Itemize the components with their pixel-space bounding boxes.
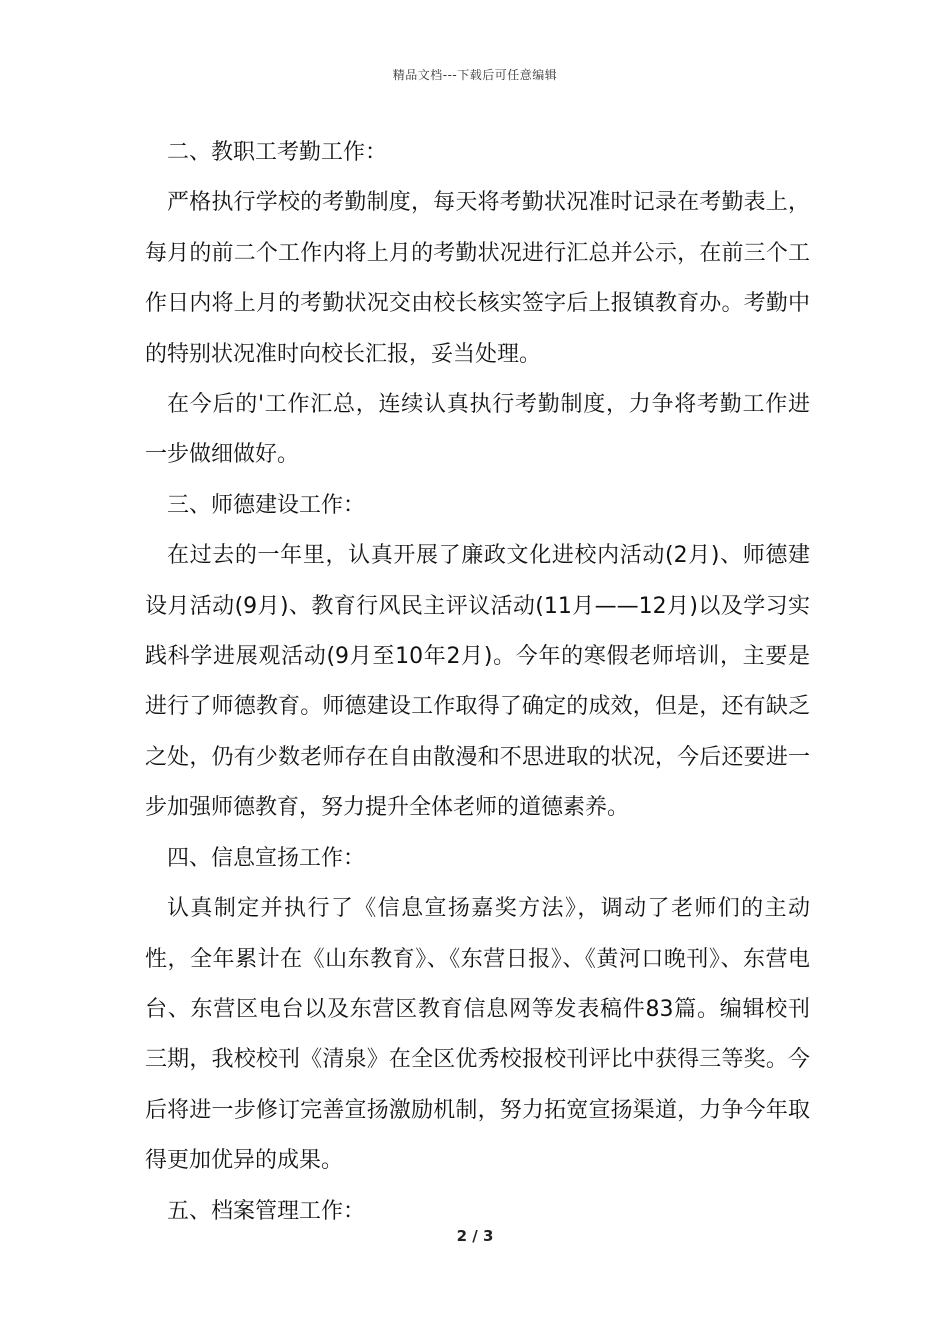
paragraph-attendance: 严格执行学校的考勤制度，每天将考勤状况准时记录在考勤表上，每月的前二个工作内将上月的考勤状况进行汇总并公示，在前三个工作日内将上月的考勤状况交由校长核实签字后上报镇教育办。考勤中的特别状况准时向校长汇报，妥当处理。 bbox=[145, 190, 810, 367]
page-header: 精品文档---下载后可任意编辑 bbox=[392, 68, 558, 82]
page-number: 2 / 3 bbox=[456, 1227, 494, 1245]
paragraph-publicity: 认真制定并执行了《信息宣扬嘉奖方法》，调动了老师们的主动性，全年累计在《山东教育》、《东营日报》、《黄河口晚刊》、东营电台、东营区电台以及东营区教育信息网等发表稿件83篇。编辑校刊三期，我校校刊《清泉》在全区优秀校报校刊评比中获得三等奖。今后将进一步修订完善宣扬激励机制，努力拓宽宣扬渠道，力争今年取得更加优异的成果。 bbox=[145, 896, 810, 1174]
section-heading-attendance: 二、教职工考勤工作： bbox=[167, 140, 388, 165]
paragraph-ethics: 在过去的一年里，认真开展了廉政文化进校内活动(2月)、师德建设月活动(9月)、教育行风民主评议活动(11月——12月)以及学习实践科学进展观活动(9月至10年2月)。今年的寒假老师培训，主要是进行了师德教育。师德建设工作取得了确定的成效，但是，还有缺乏之处，仍有少数老师存在自由散漫和不思进取的状况，今后还要进一步加强师德教育，努力提升全体老师的道德素养。 bbox=[145, 543, 810, 821]
section-heading-ethics: 三、师德建设工作： bbox=[167, 492, 366, 518]
paragraph-attendance-future: 在今后的'工作汇总，连续认真执行考勤制度，力争将考勤工作进一步做细做好。 bbox=[145, 392, 810, 468]
section-heading-archives: 五、档案管理工作： bbox=[167, 1198, 366, 1224]
document-body bbox=[145, 128, 810, 1237]
section-heading-publicity: 四、信息宣扬工作： bbox=[167, 845, 366, 871]
